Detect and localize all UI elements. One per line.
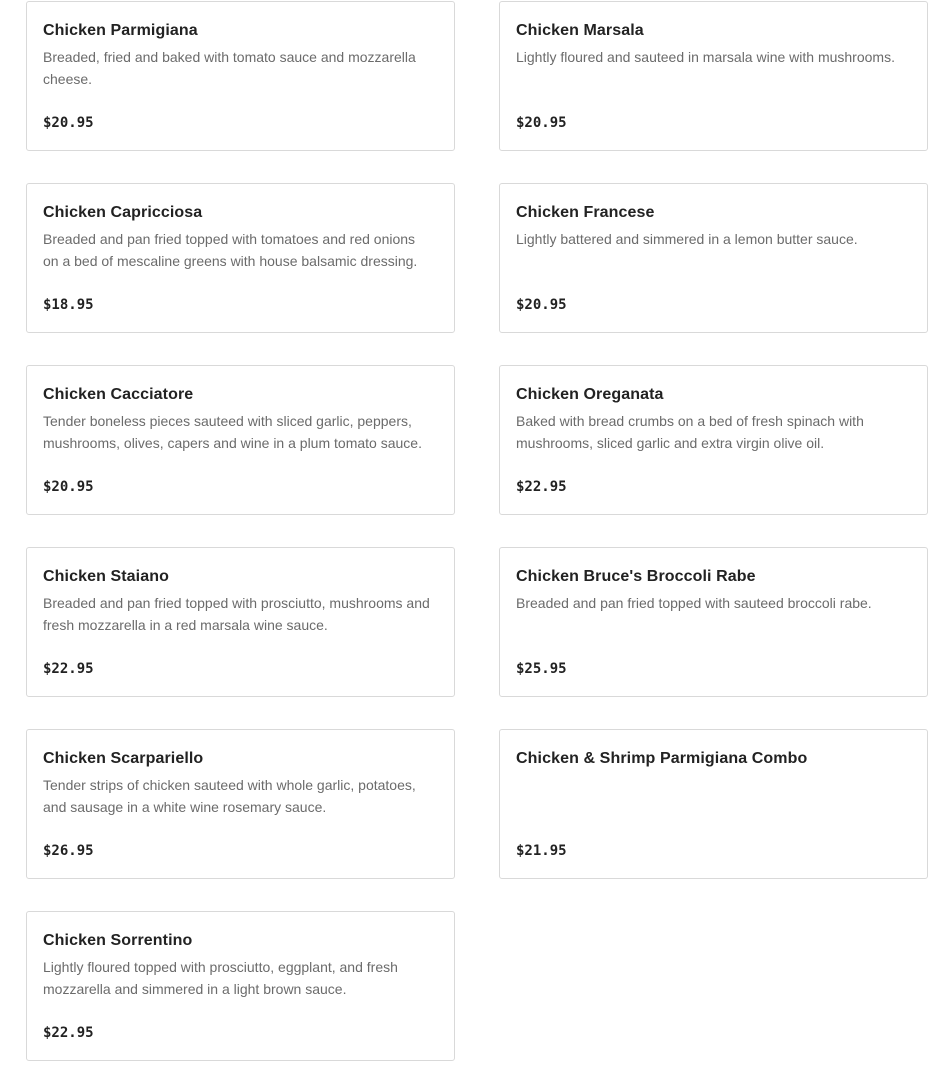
menu-item-price: $20.95 bbox=[43, 115, 94, 131]
menu-item-name: Chicken Cacciatore bbox=[43, 386, 194, 403]
menu-item-card-chicken-shrimp-parmigiana-combo[interactable] bbox=[499, 729, 928, 879]
menu-item-name: Chicken Bruce's Broccoli Rabe bbox=[516, 568, 756, 585]
menu-item-name: Chicken Scarpariello bbox=[43, 750, 204, 767]
menu-item-price: $20.95 bbox=[516, 297, 567, 313]
menu-item-description: Breaded and pan fried topped with tomatoes and red onions on a bed of mescaline greens with house balsamic dressing. bbox=[43, 231, 418, 269]
menu-item-description: Lightly floured topped with prosciutto, eggplant, and fresh mozzarella and simmered in a light brown sauce. bbox=[43, 959, 398, 997]
menu-item-description: Lightly floured and sauteed in marsala wine with mushrooms. bbox=[516, 49, 895, 65]
menu-item-price: $22.95 bbox=[43, 1025, 94, 1041]
menu-item-name: Chicken Oreganata bbox=[516, 386, 664, 403]
menu-item-card-chicken-sorrentino[interactable] bbox=[26, 911, 455, 1061]
menu-item-description: Breaded, fried and baked with tomato sauce and mozzarella cheese. bbox=[43, 49, 416, 87]
menu-item-price: $20.95 bbox=[516, 115, 567, 131]
menu-item-name: Chicken & Shrimp Parmigiana Combo bbox=[516, 750, 808, 767]
menu-item-description: Tender strips of chicken sauteed with whole garlic, potatoes, and sausage in a white wine rosemary sauce. bbox=[43, 777, 416, 815]
menu-item-card-chicken-oreganata[interactable] bbox=[499, 365, 928, 515]
menu-item-price: $22.95 bbox=[43, 661, 94, 677]
menu-item-name: Chicken Capricciosa bbox=[43, 204, 203, 221]
menu-item-price: $21.95 bbox=[516, 843, 567, 859]
menu-item-price: $18.95 bbox=[43, 297, 94, 313]
menu-item-name: Chicken Staiano bbox=[43, 568, 169, 585]
menu-item-name: Chicken Marsala bbox=[516, 22, 644, 39]
menu-item-description: Lightly battered and simmered in a lemon butter sauce. bbox=[516, 231, 858, 247]
menu-item-card-chicken-scarpariello[interactable] bbox=[26, 729, 455, 879]
menu-item-description: Breaded and pan fried topped with sauteed broccoli rabe. bbox=[516, 595, 872, 611]
menu-item-description: Breaded and pan fried topped with prosciutto, mushrooms and fresh mozzarella in a red marsala wine sauce. bbox=[43, 595, 430, 633]
menu-item-name: Chicken Francese bbox=[516, 204, 655, 221]
menu-item-card-chicken-cacciatore[interactable] bbox=[26, 365, 455, 515]
menu-item-card-chicken-marsala[interactable] bbox=[499, 1, 928, 151]
menu-item-description: Tender boneless pieces sauteed with sliced garlic, peppers, mushrooms, olives, capers and wine in a plum tomato sauce. bbox=[43, 413, 422, 451]
menu-item-price: $25.95 bbox=[516, 661, 567, 677]
menu-item-name: Chicken Sorrentino bbox=[43, 932, 193, 949]
menu-item-name: Chicken Parmigiana bbox=[43, 22, 198, 39]
menu-item-grid bbox=[26, 1, 928, 1061]
menu-item-description: Baked with bread crumbs on a bed of fresh spinach with mushrooms, sliced garlic and extra virgin olive oil. bbox=[516, 413, 864, 451]
menu-item-price: $20.95 bbox=[43, 479, 94, 495]
menu-item-card-chicken-bruces-broccoli-rabe[interactable] bbox=[499, 547, 928, 697]
menu-item-price: $22.95 bbox=[516, 479, 567, 495]
menu-item-card-chicken-francese[interactable] bbox=[499, 183, 928, 333]
menu-item-card-chicken-staiano[interactable] bbox=[26, 547, 455, 697]
menu-item-price: $26.95 bbox=[43, 843, 94, 859]
menu-item-card-chicken-capricciosa[interactable] bbox=[26, 183, 455, 333]
menu-item-card-chicken-parmigiana[interactable] bbox=[26, 1, 455, 151]
